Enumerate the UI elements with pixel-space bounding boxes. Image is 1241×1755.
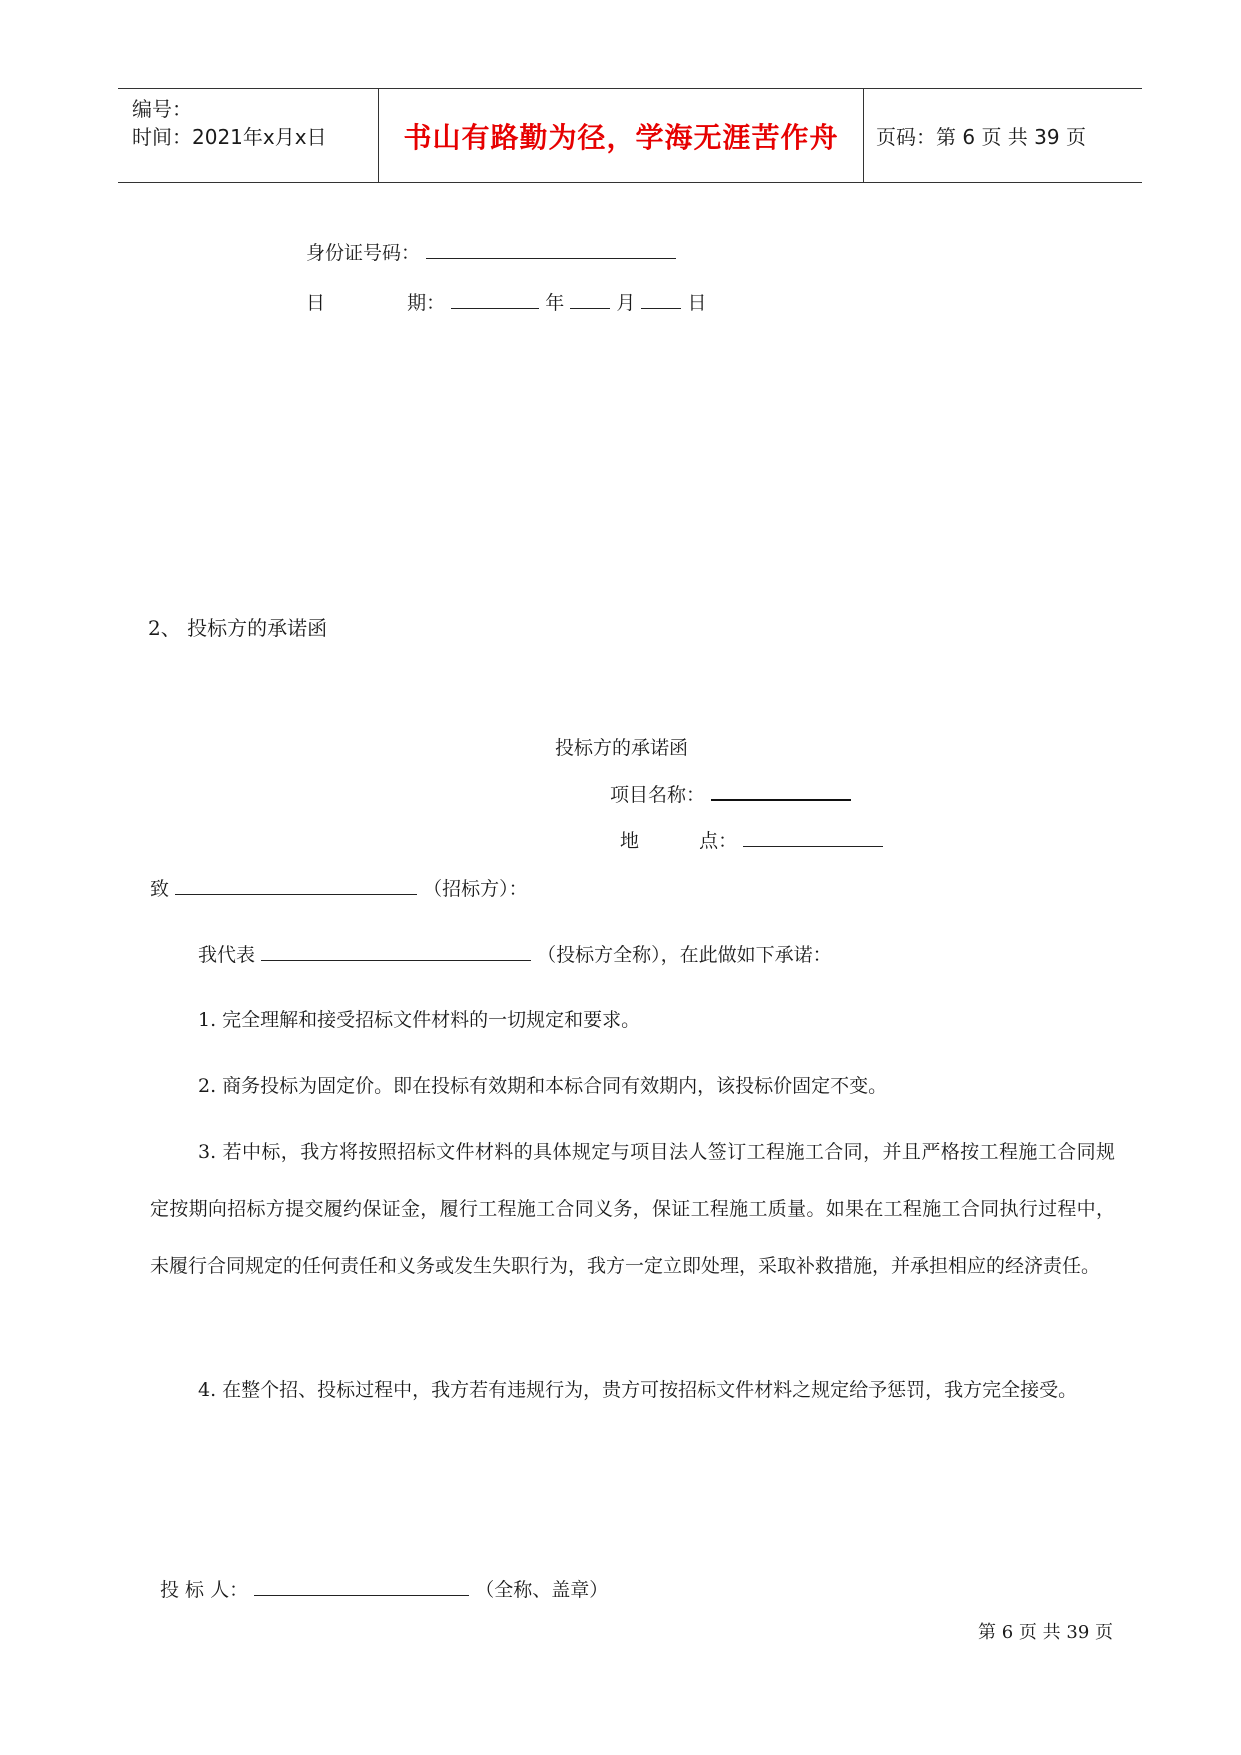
location-label-b: 点： [699, 830, 738, 852]
commitment-item-4-text: 4. 在整个招、投标过程中，我方若有违规行为，贵方可按招标文件材料之规定给予惩罚，我方完全接受。 [198, 1379, 1078, 1401]
page-footer: 第 6 页 共 39 页 [978, 1622, 1113, 1643]
commitment-item-3-text: 3. 若中标，我方将按照招标文件材料的具体规定与项目法人签订工程施工合同，并且严格按工程施工合同规定按期向招标方提交履约保证金，履行工程施工合同义务，保证工程施工质量。如果在工程施工合同执行过程中，未履行合同规定的任何责任和义务或发生失职行为，我方一定立即处理，采取补救措施，并承担相应的经济责任。 [150, 1141, 1115, 1277]
month-label: 月 [616, 292, 636, 314]
addressee-blank [175, 893, 417, 895]
representative-suffix: （投标方全称），在此做如下承诺： [537, 944, 832, 966]
commitment-item-1 [150, 992, 1115, 1049]
commitment-item-2 [150, 1058, 1115, 1115]
addressee-line [150, 874, 528, 901]
bidder-label: 投 标 人： [160, 1579, 249, 1601]
bidder-blank [254, 1594, 469, 1596]
representative-prefix: 我代表 [198, 944, 256, 966]
year-label: 年 [545, 292, 565, 314]
header-motto-cell [378, 89, 864, 182]
header-left-cell [118, 89, 378, 182]
day-label: 日 [687, 292, 707, 314]
representative-blank [261, 959, 531, 961]
id-number-label: 身份证号码： [306, 242, 421, 264]
header-page-cell [864, 89, 1142, 182]
year-blank [451, 307, 539, 309]
page-header [118, 88, 1142, 183]
project-name-blank [711, 798, 851, 801]
commitment-item-4 [150, 1362, 1115, 1419]
id-number-line [306, 238, 676, 265]
representative-line [198, 940, 832, 967]
bidder-suffix: （全称、盖章） [475, 1579, 609, 1601]
motto: 书山有路勤为径，学海无涯苦作舟 [403, 120, 839, 154]
day-blank [641, 307, 681, 309]
letter-title: 投标方的承诺函 [555, 737, 689, 759]
id-number-blank [426, 257, 676, 259]
date-label-qi: 期： [407, 292, 446, 314]
commitment-item-2-text: 2. 商务投标为固定价。即在投标有效期和本标合同有效期内，该投标价固定不变。 [198, 1075, 888, 1097]
location-line [620, 826, 883, 853]
commitment-item-3 [150, 1124, 1115, 1295]
addressee-prefix: 致 [150, 878, 170, 900]
section-heading: 2、 投标方的承诺函 [148, 616, 328, 640]
bidder-line [160, 1575, 608, 1602]
commitment-item-1-text: 1. 完全理解和接受招标文件材料的一切规定和要求。 [198, 1009, 641, 1031]
date-label-ri: 日 [306, 292, 326, 314]
number-label: 编号： [132, 97, 192, 121]
date-line [306, 288, 706, 315]
project-name-label: 项目名称： [610, 784, 706, 806]
location-label-a: 地 [620, 830, 640, 852]
month-blank [570, 307, 610, 309]
time-label: 时间：2021年x月x日 [132, 125, 327, 149]
addressee-suffix: （招标方）： [423, 878, 528, 900]
location-blank [743, 845, 883, 847]
project-name-line [610, 780, 851, 807]
page-label: 页码：第 6 页 共 39 页 [876, 125, 1086, 149]
